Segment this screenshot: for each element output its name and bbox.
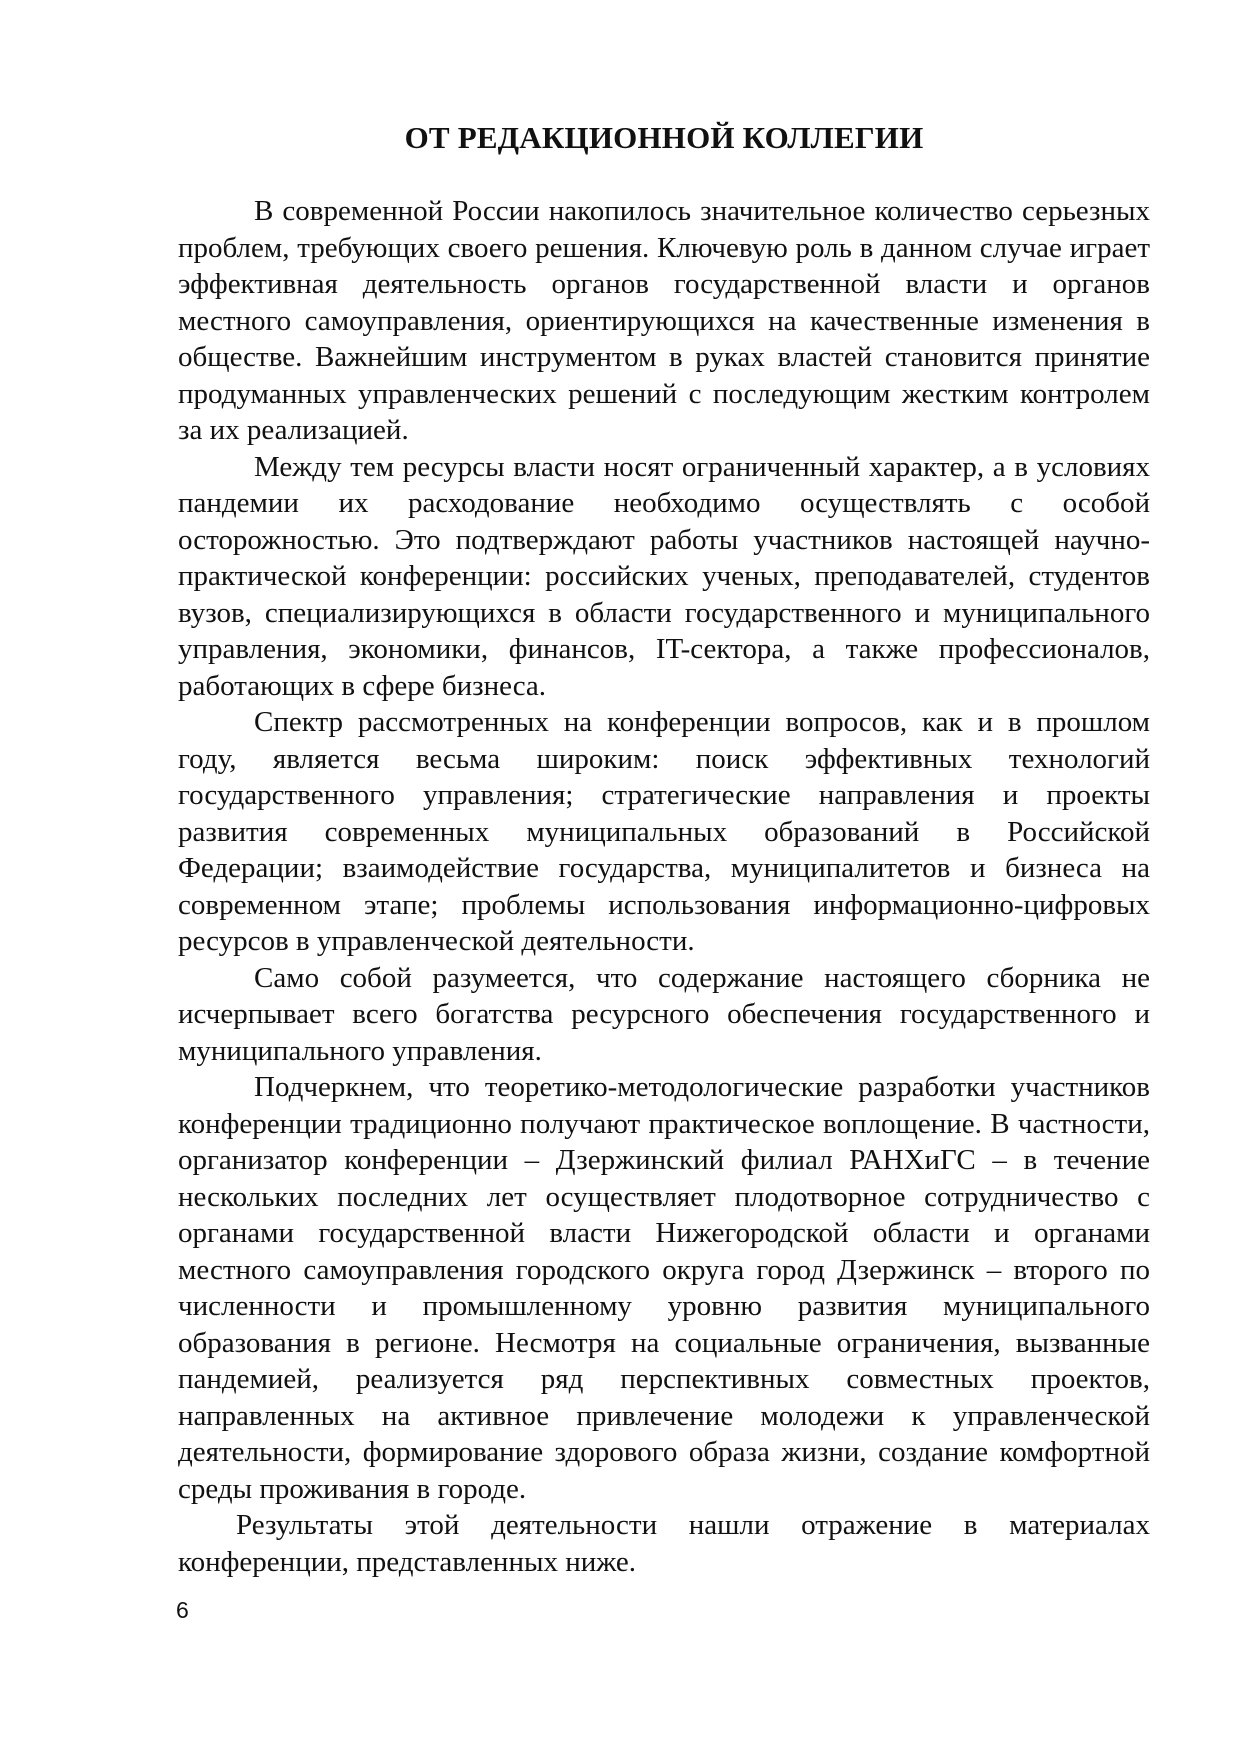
paragraph: В современной России накопилось значительное количество серьезных проблем, требующих своего решения. Ключевую роль в данном случае играет эффективная деятельность органов государственной власти и органов местного самоуправления, ориентирующихся на качественные изменения в обществе. Важнейшим инструментом в руках властей становится принятие продуманных управленческих решений с последующим жестким контролем за их реализацией. <box>178 195 1150 446</box>
body-text <box>178 193 1150 1580</box>
paragraph: Подчеркнем, что теоретико-методологические разработки участников конференции традиционно получают практическое воплощение. В частности, организатор конференции – Дзержинский филиал РАНХиГС – в течение нескольких последних лет осуществляет плодотворное сотрудничество с органами государственной власти Нижегородской области и органами местного самоуправления городского округа город Дзержинск – второго по численности и промышленному уровню развития муниципального образования в регионе. Несмотря на социальные ограничения, вызванные пандемией, реализуется ряд перспективных совместных проектов, направленных на активное привлечение молодежи к управленческой деятельности, формирование здорового образа жизни, создание комфортной среды проживания в городе. <box>178 1071 1150 1505</box>
paragraph: Спектр рассмотренных на конференции вопросов, как и в прошлом году, является весьма широким: поиск эффективных технологий государственного управления; стратегические направления и проекты развития современных муниципальных образований в Российской Федерации; взаимодействие государства, муниципалитетов и бизнеса на современном этапе; проблемы использования информационно-цифровых ресурсов в управленческой деятельности. <box>178 706 1150 957</box>
paragraph: Само собой разумеется, что содержание настоящего сборника не исчерпывает всего богатства ресурсного обеспечения государственного и муниципального управления. <box>178 961 1150 1067</box>
paragraph: Между тем ресурсы власти носят ограниченный характер, а в условиях пандемии их расходование необходимо осуществлять с особой осторожностью. Это подтверждают работы участников настоящей научно-практической конференции: российских ученых, преподавателей, студентов вузов, специализирующихся в области государственного и муниципального управления, экономики, финансов, IT-сектора, а также профессионалов, работающих в сфере бизнеса. <box>178 450 1150 702</box>
page-title: ОТ РЕДАКЦИОННОЙ КОЛЛЕГИИ <box>404 120 924 155</box>
paragraph: Результаты этой деятельности нашли отражение в материалах конференции, представленных ниже. <box>178 1509 1150 1578</box>
page-number: 6 <box>176 1597 189 1623</box>
